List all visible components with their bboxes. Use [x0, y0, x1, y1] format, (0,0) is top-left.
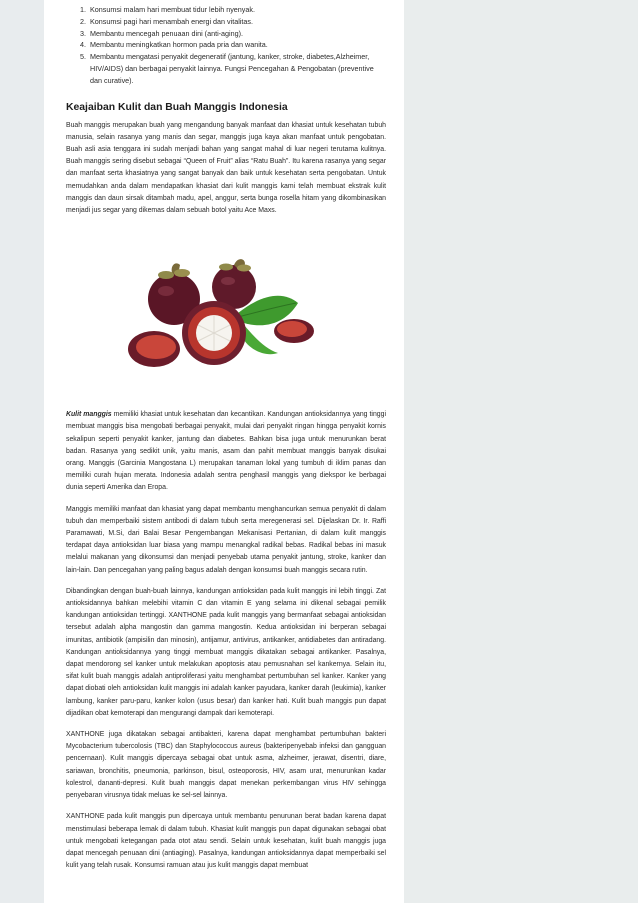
- list-item: 3. Membantu mencegah penuaan dini (anti-aging).: [88, 28, 386, 40]
- paragraph-benefits: Manggis memiliki manfaat dan khasiat yang dapat membantu menghancurkan semua penyakit di dalam tubuh dan memperbaiki sistem antibodi di dalam tubuh serta meregenerasi sel. Dijelaskan Dr. Ir. Raffi Paramawati, M.Si, dari Balai Besar Pengembangan Mekanisasi Pertanian, di dalam kulit manggis terdapat daya antioksidan luar biasa yang mampu menangkal radikal bebas. Radikal bebas ini masuk melalui makanan yang dikonsumsi dan menjadi penyebab utama penyakit jantung, stroke, kanker dan lain-lain. Dan pencegahan yang paling bagus adalah dengan konsumsi buah manggis secara rutin.: [66, 505, 386, 574]
- paragraph-weight-loss: XANTHONE pada kulit manggis pun dipercaya untuk membantu penurunan berat badan karena dapat menstimulasi beberapa lemak di dalam tubuh. Khasiat kulit manggis pun dapat digunakan sebagai obat untuk mengobati ketegangan pada otot atau sendi. Selain untuk kesehatan, kulit buah manggis juga dapat mencegah penuaan dini (antiaging). Pasalnya, kandungan antioksidannya dapat memperbaiki sel kulit yang telah rusak. Konsumsi ramuan atau jus kulit manggis dapat membuat: [66, 813, 386, 870]
- article-column: [44, 0, 404, 903]
- kulit-manggis-paragraph: [66, 409, 386, 494]
- list-item: 1. Konsumsi malam hari membuat tidur lebih nyenyak.: [88, 4, 386, 16]
- paragraph-text: memiliki khasiat untuk kesehatan dan kecantikan. Kandungan antioksidannya yang tinggi membuat manggis bisa mengobati berbagai penyakit, mulai dari penyakit ringan hingga penyakit kornis sekalipun seperti penyakit kanker, jantung dan diabetes. Bahkan bisa juga untuk menurunkan berat badan. Rasanya yang sedikit unik, yaitu manis, asam dan pahit membuat manggis banyak disukai orang. Manggis (Garcinia Mangostana L) merupakan tanaman lokal yang tumbuh di iklim panas dan memiliki curah hujan merata. Indonesia adalah sentra penghasil manggis yang diekspor ke berbagai dunia seperti Amerika dan Eropa.: [66, 411, 386, 492]
- list-item: 2. Konsumsi pagi hari menambah energi dan vitalitas.: [88, 16, 386, 28]
- paragraph-antioxidant: Dibandingkan dengan buah-buah lainnya, kandungan antioksidan pada kulit manggis ini lebih tinggi. Zat antioksidannya bahkan melebihi vitamin C dan vitamin E yang selama ini dikenal sebagai pemilik kandungan antioksidan tertinggi. XANTHONE pada kulit manggis yang bermanfaat sebagai antioksidan tersebut adalah alpha mangostin dan gamma mangostin. Kedua antioksidan ini berperan sebagai imunitas, antibiotik (ampisilin dan minosin), antijamur, antivirus, antikanker, antidiabetes dan antiradang. Kandungan antioksidannya yang tinggi membuat manggis dikatakan sebagai antikanker. Pasalnya, dapat mendorong sel kanker untuk melakukan apoptosis atau pemusnahan sel kankernya. Selain itu, sifat kulit buah manggis adalah antiproliferasi yaitu menghambat pertumbuhan sel kanker. Kanker yang dapat diobati oleh antioksidan kulit manggis ini adalah kanker payudara, kanker darah (leukimia), kanker lambung, kanker paru-paru, kanker kolon (usus besar) dan kanker hati. Kulit buah manggis pun dapat dijadikan obat kemoterapi dan mengurangi dampak dari kemoterapi.: [66, 587, 386, 717]
- benefits-list: [66, 4, 386, 87]
- article-content: [66, 0, 386, 881]
- mangosteen-illustration: [126, 253, 326, 378]
- mangosteen-image: [66, 235, 386, 395]
- kulit-manggis-link[interactable]: Kulit manggis: [66, 411, 112, 419]
- sidebar: [404, 0, 638, 903]
- list-item: 5. Membantu mengatasi penyakit degeneratif (jantung, kanker, stroke, diabetes,Alzheimer, HIV/AIDS) dan berbagai penyakit lainnya. Fungsi Pencegahan & Pengobatan (preventive dan curative).: [88, 51, 386, 86]
- section-heading: Keajaiban Kulit dan Buah Manggis Indonesia: [66, 101, 288, 113]
- list-item: 4. Membantu meningkatkan hormon pada pria dan wanita.: [88, 39, 386, 51]
- intro-paragraph: Buah manggis merupakan buah yang mengandung banyak manfaat dan khasiat untuk kesehatan tubuh manusia, selain rasanya yang manis dan segar, manggis juga kaya akan manfaat untuk pengobatan. Buah asli asia tenggara ini sudah menjadi bahan yang sangat mahal di luar negeri terutama kulitnya. Buah manggis sering disebut sebagai “Queen of Fruit” alias “Ratu Buah”. Itu karena rasanya yang segar dan manfaat serta khasiatnya yang sangat banyak dan baik untuk kesehatan serta pengobatan. Untuk memudahkan anda dalam mendapatkan khasiat dari kulit manggis kami telah membuat ekstrak kulit manggis dan daun sirsak ditambah madu, apel, anggur, serta bunga rosella hitam yang dikombinasikan menjadi jus segar yang dikemas dalam sebuah botol yaitu Ace Maxs.: [66, 121, 386, 214]
- left-gutter: [0, 0, 44, 903]
- paragraph-antibacterial: XANTHONE juga dikatakan sebagai antibakteri, karena dapat menghambat pertumbuhan bakteri Mycobacterium tubercolosis (TBC) dan Staphylococcus aureus (bakteripenyebab infeksi dan gangguan pencernaan). Kulit manggis dipercaya sebagai obat untuk asma, alzheimer, jerawat, disentri, diare, sariawan, bronchitis, pneumonia, parkinson, bisul, osteoporosis, HIV, asam urat, menurunkan kadar kolestrol, dananti-depresi. Kulit buah manggis dapat menekan perkembangan virus HIV sehingga penyebaran virusnya tidak meluas ke sel-sel lainnya.: [66, 731, 386, 800]
